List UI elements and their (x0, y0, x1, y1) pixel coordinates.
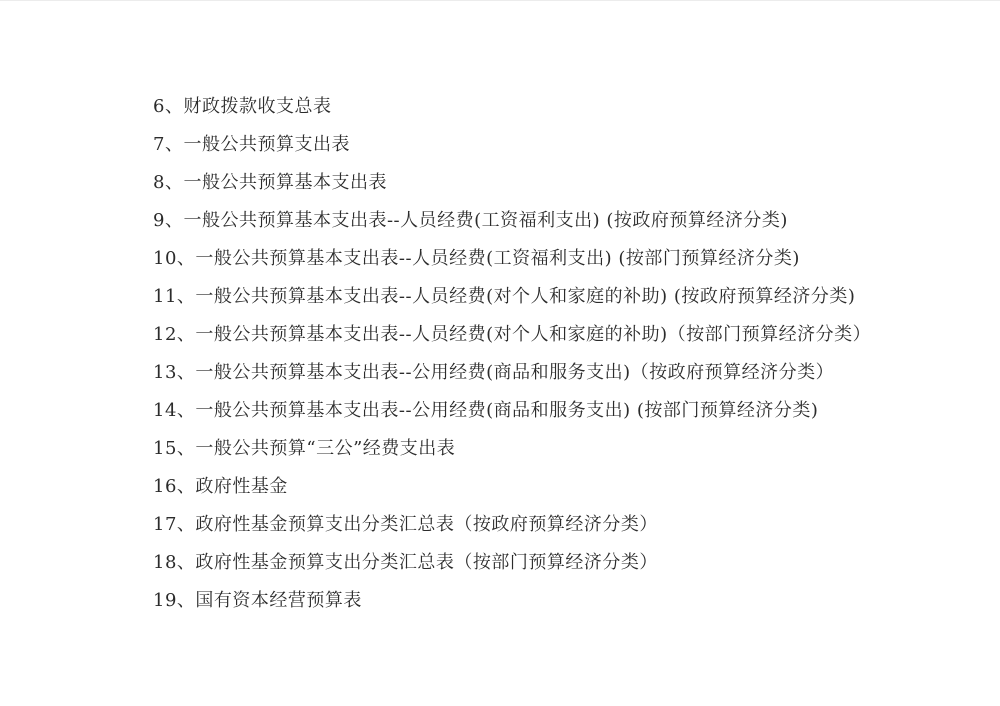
toc-item-12: 12、一般公共预算基本支出表--人员经费(对个人和家庭的补助)（按部门预算经济分类） (153, 324, 872, 345)
toc-item-17: 17、政府性基金预算支出分类汇总表（按政府预算经济分类） (153, 514, 658, 535)
toc-item-14: 14、一般公共预算基本支出表--公用经费(商品和服务支出) (按部门预算经济分类) (153, 400, 819, 421)
toc-item-7: 7、一般公共预算支出表 (153, 134, 350, 155)
toc-item-11: 11、一般公共预算基本支出表--人员经费(对个人和家庭的补助) (按政府预算经济分类) (153, 286, 856, 307)
toc-item-15: 15、一般公共预算“三公”经费支出表 (153, 438, 456, 459)
toc-item-8: 8、一般公共预算基本支出表 (153, 172, 387, 193)
toc-item-19: 19、国有资本经营预算表 (153, 590, 362, 611)
table-of-contents (153, 98, 940, 630)
toc-item-6: 6、财政拨款收支总表 (153, 96, 332, 117)
toc-item-13: 13、一般公共预算基本支出表--公用经费(商品和服务支出)（按政府预算经济分类） (153, 362, 835, 383)
toc-item-18: 18、政府性基金预算支出分类汇总表（按部门预算经济分类） (153, 552, 658, 573)
toc-item-10: 10、一般公共预算基本支出表--人员经费(工资福利支出) (按部门预算经济分类) (153, 248, 800, 269)
toc-item-16: 16、政府性基金 (153, 476, 288, 497)
toc-item-9: 9、一般公共预算基本支出表--人员经费(工资福利支出) (按政府预算经济分类) (153, 210, 788, 231)
